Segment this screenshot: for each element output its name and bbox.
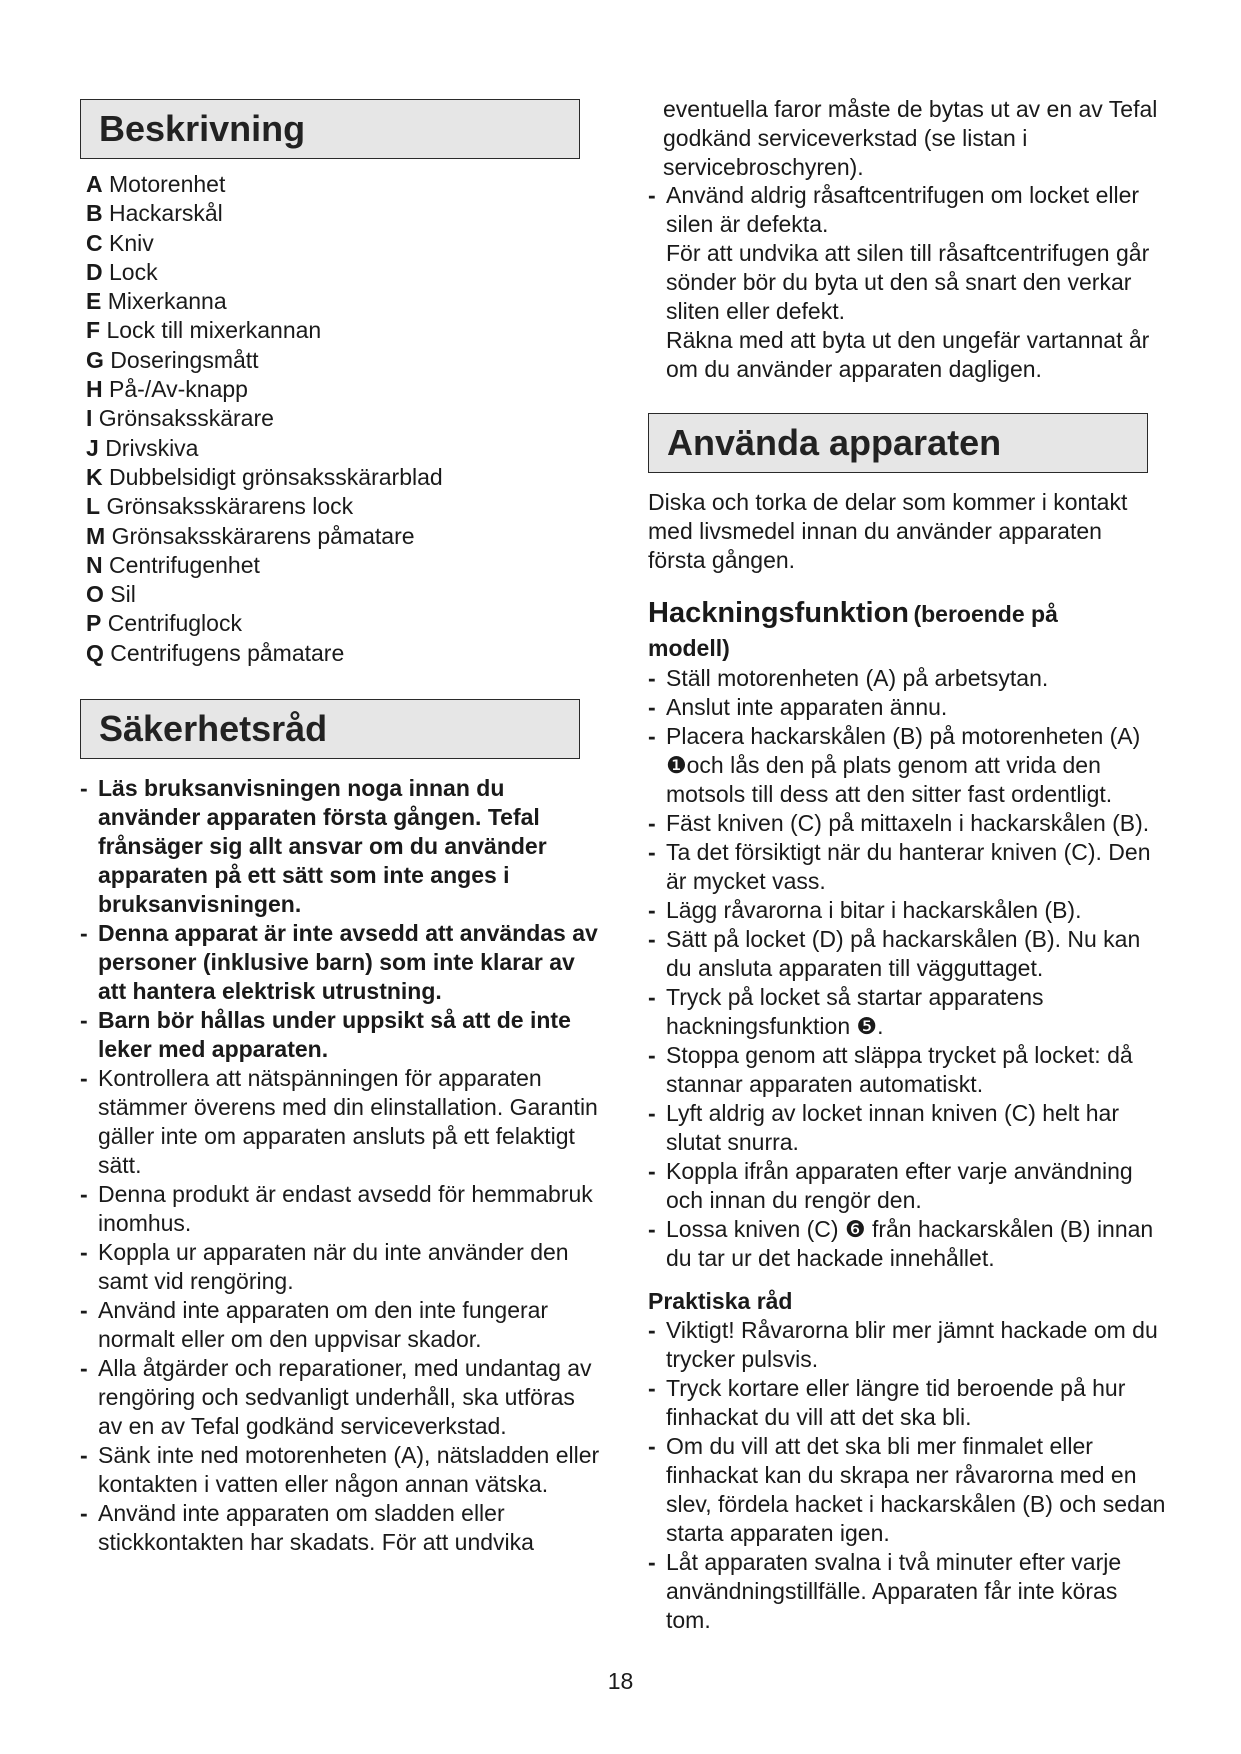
list-item: - Koppla ur apparaten när du inte använder den samt vid rengöring. <box>80 1238 600 1296</box>
list-item: - Viktigt! Råvarorna blir mer jämnt hackade om du trycker pulsvis. <box>648 1316 1168 1374</box>
list-item: B Hackarskål <box>86 200 223 227</box>
list-item: K Dubbelsidigt grönsaksskärarblad <box>86 463 443 490</box>
list-item: - Tryck kortare eller längre tid beroende på hur finhackat du vill att det ska bli. <box>648 1374 1168 1432</box>
list-item: - Lägg råvarorna i bitar i hackarskålen (B). <box>648 896 1168 925</box>
list-item: - Denna produkt är endast avsedd för hemmabruk inomhus. <box>80 1180 600 1238</box>
list-item: - Lyft aldrig av locket innan kniven (C) helt har slutat snurra. <box>648 1099 1168 1157</box>
list-item: - Fäst kniven (C) på mittaxeln i hackarskålen (B). <box>648 809 1168 838</box>
list-item: M Grönsaksskärarens påmatare <box>86 522 415 549</box>
list-item: - Lossa kniven (C) ❻ från hackarskålen (B) innan du tar ur det hackade innehållet. <box>648 1215 1168 1273</box>
hack-steps-list <box>648 664 1168 1273</box>
list-item: G Doseringsmått <box>86 346 259 373</box>
list-item: D Lock <box>86 258 158 285</box>
list-item: - Kontrollera att nätspänningen för apparaten stämmer överens med din elinstallation. Garantin gäller inte om apparaten ansluts på ett felaktigt sätt. <box>80 1064 600 1180</box>
list-item: - Använd aldrig råsaftcentrifugen om locket eller silen är defekta. För att undvika att silen till råsaftcentrifugen går sönder bör du byta ut den så snart den verkar sliten eller defekt. Räkna med att byta ut den ungefär vartannat år om du använder apparaten dagligen. <box>648 181 1163 384</box>
sakerhetsrad-heading-box <box>80 699 580 759</box>
list-item: H På-/Av-knapp <box>86 376 248 403</box>
list-item: - Sänk inte ned motorenheten (A), nätsladden eller kontakten i vatten eller någon annan vätska. <box>80 1441 600 1499</box>
praktiska-list <box>648 1316 1168 1635</box>
list-item: A Motorenhet <box>86 171 226 197</box>
list-item: F Lock till mixerkannan <box>86 317 322 344</box>
list-item: - Tryck på locket så startar apparatens hackningsfunktion ❺. <box>648 983 1168 1041</box>
list-item: I Grönsaksskärare <box>86 405 274 432</box>
parts-list <box>86 170 443 668</box>
list-item: O Sil <box>86 581 136 608</box>
list-item: - Placera hackarskålen (B) på motorenheten (A) ❶och lås den på plats genom att vrida den motsols till dess att den sitter fast ordentligt. <box>648 722 1168 809</box>
anvanda-heading-box <box>648 413 1148 473</box>
list-item: - Barn bör hållas under uppsikt så att de inte leker med apparaten. <box>80 1006 600 1064</box>
list-item: - Stoppa genom att släppa trycket på locket: då stannar apparaten automatiskt. <box>648 1041 1168 1099</box>
beskrivning-heading-box <box>80 99 580 159</box>
list-item: - Alla åtgärder och reparationer, med undantag av rengöring och sedvanligt underhåll, ska utföras av en av Tefal godkänd serviceverkstad. <box>80 1354 600 1441</box>
list-item: J Drivskiva <box>86 434 199 461</box>
list-item: - Koppla ifrån apparaten efter varje användning och innan du rengör den. <box>648 1157 1168 1215</box>
continued-text: eventuella faror måste de bytas ut av en av Tefal godkänd serviceverkstad (se listan i servicebroschyren). <box>663 96 1158 180</box>
list-item: - Använd inte apparaten om den inte fungerar normalt eller om den uppvisar skador. <box>80 1296 600 1354</box>
beskrivning-heading: Beskrivning <box>99 108 306 149</box>
list-item: C Kniv <box>86 229 154 256</box>
list-item: - Anslut inte apparaten ännu. <box>648 693 1168 722</box>
list-item: - Om du vill att det ska bli mer finmalet eller finhackat kan du skrapa ner råvarorna med en slev, fördela hacket i hackarskålen (B) och sedan starta apparaten igen. <box>648 1432 1168 1548</box>
praktiska-rad-heading: Praktiska råd <box>648 1288 793 1314</box>
list-item: - Använd inte apparaten om sladden eller stickkontakten har skadats. För att undvika <box>80 1499 600 1557</box>
list-item: - Ställ motorenheten (A) på arbetsytan. <box>648 664 1168 693</box>
list-item: - Sätt på locket (D) på hackarskålen (B). Nu kan du ansluta apparaten till vägguttaget. <box>648 925 1168 983</box>
right-safety-list <box>648 181 1163 384</box>
safety-list <box>80 774 600 1557</box>
sakerhetsrad-heading: Säkerhetsråd <box>99 708 328 749</box>
anvanda-intro: Diska och torka de delar som kommer i kontakt med livsmedel innan du använder apparaten första gången. <box>648 489 1128 573</box>
list-item: - Denna apparat är inte avsedd att användas av personer (inklusive barn) som inte klarar av att hantera elektrisk utrustning. <box>80 919 600 1006</box>
list-item: N Centrifugenhet <box>86 551 260 578</box>
list-item: E Mixerkanna <box>86 288 227 315</box>
list-item: L Grönsaksskärarens lock <box>86 493 354 520</box>
hackningsfunktion-heading: Hackningsfunktion (beroende på modell) <box>648 597 1058 661</box>
anvanda-heading: Använda apparaten <box>667 422 1002 463</box>
list-item: Q Centrifugens påmatare <box>86 639 345 666</box>
list-item: - Ta det försiktigt när du hanterar kniven (C). Den är mycket vass. <box>648 838 1168 896</box>
list-item: - Läs bruksanvisningen noga innan du använder apparaten första gången. Tefal frånsäger sig allt ansvar om du använder apparaten på ett sätt som inte anges i bruksanvisningen. <box>80 774 600 919</box>
list-item: - Låt apparaten svalna i två minuter efter varje användningstillfälle. Apparaten får inte köras tom. <box>648 1548 1168 1635</box>
page-number: 18 <box>607 1668 634 1694</box>
list-item: P Centrifuglock <box>86 610 242 637</box>
